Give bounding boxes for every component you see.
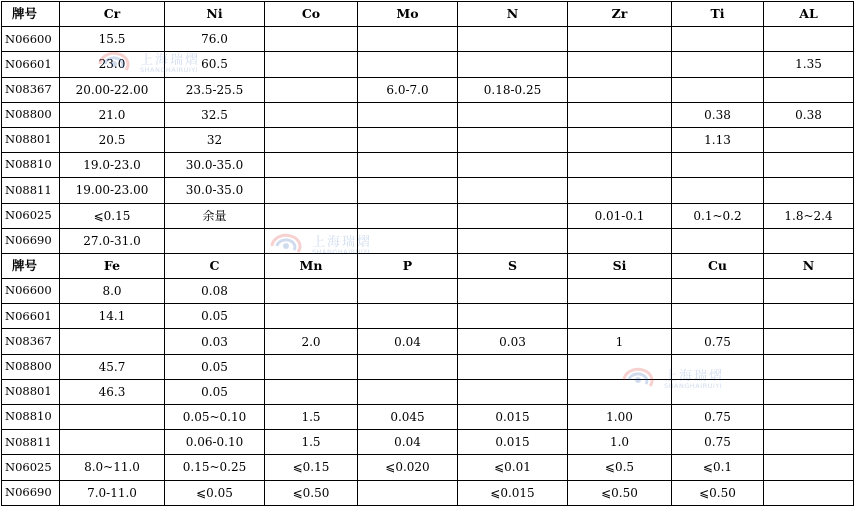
value-cell <box>764 27 854 52</box>
value-cell <box>672 178 764 203</box>
value-cell <box>265 127 358 152</box>
value-cell: 0.01-0.1 <box>568 203 672 228</box>
column-header: C <box>165 253 265 278</box>
value-cell <box>568 127 672 152</box>
column-header: S <box>458 253 568 278</box>
value-cell: 0.015 <box>458 430 568 455</box>
column-header: Mo <box>358 2 458 27</box>
value-cell <box>358 304 458 329</box>
value-cell: 余量 <box>165 203 265 228</box>
value-cell <box>358 354 458 379</box>
grade-cell: N08367 <box>2 77 60 102</box>
value-cell <box>458 127 568 152</box>
table-row <box>2 228 854 253</box>
column-header: N <box>764 253 854 278</box>
value-cell <box>60 405 165 430</box>
value-cell: 30.0-35.0 <box>165 178 265 203</box>
grade-cell: N06025 <box>2 455 60 480</box>
value-cell <box>265 27 358 52</box>
value-cell <box>358 102 458 127</box>
value-cell: ⩽0.015 <box>458 480 568 505</box>
table-row <box>2 102 854 127</box>
watermark-text-cn: 上海瑞熠 <box>140 52 201 68</box>
value-cell <box>265 153 358 178</box>
value-cell: 0.03 <box>458 329 568 354</box>
value-cell <box>265 304 358 329</box>
value-cell: 1.5 <box>265 430 358 455</box>
value-cell <box>568 153 672 178</box>
value-cell <box>764 480 854 505</box>
grade-cell: N06690 <box>2 228 60 253</box>
composition-table <box>1 1 854 506</box>
value-cell <box>764 329 854 354</box>
value-cell <box>568 52 672 77</box>
value-cell: 0.05 <box>165 354 265 379</box>
value-cell <box>458 228 568 253</box>
grade-cell: N08810 <box>2 153 60 178</box>
value-cell: 0.75 <box>672 329 764 354</box>
value-cell: ⩽0.01 <box>458 455 568 480</box>
watermark-text-en: SHANGHAIRUIYI <box>140 66 199 75</box>
value-cell <box>568 354 672 379</box>
value-cell: 20.00-22.00 <box>60 77 165 102</box>
value-cell <box>568 102 672 127</box>
value-cell <box>672 27 764 52</box>
value-cell <box>568 279 672 304</box>
column-header: AL <box>764 2 854 27</box>
value-cell <box>165 228 265 253</box>
value-cell <box>568 379 672 404</box>
watermark-text-cn: 上海瑞熠 <box>664 368 725 384</box>
value-cell: 1 <box>568 329 672 354</box>
value-cell: 19.0-23.0 <box>60 153 165 178</box>
watermark-text-cn: 上海瑞熠 <box>312 234 373 250</box>
value-cell: 1.35 <box>764 52 854 77</box>
value-cell <box>764 354 854 379</box>
header-row <box>2 253 854 278</box>
value-cell <box>568 304 672 329</box>
value-cell <box>358 153 458 178</box>
value-cell <box>672 279 764 304</box>
column-header: 牌号 <box>2 2 60 27</box>
table-row <box>2 304 854 329</box>
grade-cell: N06601 <box>2 304 60 329</box>
value-cell <box>764 379 854 404</box>
column-header: Fe <box>60 253 165 278</box>
value-cell <box>265 77 358 102</box>
grade-cell: N06601 <box>2 52 60 77</box>
value-cell: 0.015 <box>458 405 568 430</box>
table-row <box>2 77 854 102</box>
value-cell: 0.04 <box>358 329 458 354</box>
value-cell: 0.18-0.25 <box>458 77 568 102</box>
value-cell <box>265 102 358 127</box>
value-cell: 0.38 <box>672 102 764 127</box>
value-cell: 0.05 <box>165 379 265 404</box>
table-row <box>2 379 854 404</box>
value-cell <box>358 279 458 304</box>
grade-cell: N08801 <box>2 379 60 404</box>
value-cell: 2.0 <box>265 329 358 354</box>
value-cell <box>568 77 672 102</box>
value-cell: 0.75 <box>672 430 764 455</box>
value-cell <box>60 329 165 354</box>
column-header: Mn <box>265 253 358 278</box>
value-cell <box>458 102 568 127</box>
value-cell: 0.05 <box>165 304 265 329</box>
value-cell: 32.5 <box>165 102 265 127</box>
value-cell: 20.5 <box>60 127 165 152</box>
column-header: P <box>358 253 458 278</box>
value-cell <box>764 178 854 203</box>
value-cell: ⩽0.05 <box>165 480 265 505</box>
value-cell <box>672 52 764 77</box>
value-cell: 0.04 <box>358 430 458 455</box>
value-cell <box>764 228 854 253</box>
value-cell: 23.0 <box>60 52 165 77</box>
grade-cell: N08800 <box>2 354 60 379</box>
value-cell: 6.0-7.0 <box>358 77 458 102</box>
value-cell <box>672 77 764 102</box>
table-row <box>2 455 854 480</box>
value-cell <box>764 153 854 178</box>
value-cell: ⩽0.50 <box>265 480 358 505</box>
grade-cell: N08801 <box>2 127 60 152</box>
column-header: Ti <box>672 2 764 27</box>
value-cell <box>672 379 764 404</box>
grade-cell: N08811 <box>2 178 60 203</box>
grade-cell: N08810 <box>2 405 60 430</box>
value-cell <box>358 127 458 152</box>
grade-cell: N06690 <box>2 480 60 505</box>
value-cell: ⩽0.020 <box>358 455 458 480</box>
value-cell: 14.1 <box>60 304 165 329</box>
value-cell <box>265 228 358 253</box>
value-cell <box>265 178 358 203</box>
table-row <box>2 405 854 430</box>
grade-cell: N08367 <box>2 329 60 354</box>
value-cell <box>568 27 672 52</box>
watermark-text-en: SHANGHAIRUIYI <box>312 248 371 257</box>
value-cell: 60.5 <box>165 52 265 77</box>
value-cell: 76.0 <box>165 27 265 52</box>
value-cell <box>672 304 764 329</box>
value-cell <box>568 178 672 203</box>
value-cell <box>764 430 854 455</box>
column-header: Co <box>265 2 358 27</box>
value-cell <box>458 178 568 203</box>
grade-cell: N06600 <box>2 27 60 52</box>
value-cell: 8.0 <box>60 279 165 304</box>
value-cell: ⩽0.15 <box>60 203 165 228</box>
column-header: Cr <box>60 2 165 27</box>
table-row <box>2 153 854 178</box>
watermark-text-en: SHANGHAIRUIYI <box>664 382 723 391</box>
value-cell: 0.03 <box>165 329 265 354</box>
value-cell <box>458 203 568 228</box>
value-cell: 1.0 <box>568 430 672 455</box>
value-cell <box>265 279 358 304</box>
value-cell: 0.1~0.2 <box>672 203 764 228</box>
value-cell <box>764 405 854 430</box>
value-cell <box>672 228 764 253</box>
value-cell: 0.15~0.25 <box>165 455 265 480</box>
value-cell: 0.06-0.10 <box>165 430 265 455</box>
value-cell <box>358 203 458 228</box>
table-row <box>2 430 854 455</box>
value-cell: 0.08 <box>165 279 265 304</box>
value-cell <box>458 279 568 304</box>
value-cell: 21.0 <box>60 102 165 127</box>
value-cell: 19.00-23.00 <box>60 178 165 203</box>
value-cell: ⩽0.1 <box>672 455 764 480</box>
value-cell <box>458 304 568 329</box>
column-header: Cu <box>672 253 764 278</box>
value-cell <box>458 52 568 77</box>
table-row <box>2 279 854 304</box>
column-header: Zr <box>568 2 672 27</box>
value-cell: ⩽0.5 <box>568 455 672 480</box>
table-row <box>2 203 854 228</box>
value-cell: 1.5 <box>265 405 358 430</box>
grade-cell: N08800 <box>2 102 60 127</box>
table-row <box>2 27 854 52</box>
value-cell: 1.00 <box>568 405 672 430</box>
column-header: 牌号 <box>2 253 60 278</box>
value-cell <box>265 203 358 228</box>
value-cell: 15.5 <box>60 27 165 52</box>
value-cell: 0.045 <box>358 405 458 430</box>
table-row <box>2 52 854 77</box>
value-cell <box>60 430 165 455</box>
column-header: Si <box>568 253 672 278</box>
value-cell: ⩽0.15 <box>265 455 358 480</box>
value-cell: 27.0-31.0 <box>60 228 165 253</box>
value-cell <box>458 153 568 178</box>
value-cell <box>358 52 458 77</box>
value-cell <box>458 379 568 404</box>
grade-cell: N06600 <box>2 279 60 304</box>
table-row <box>2 480 854 505</box>
value-cell <box>265 379 358 404</box>
value-cell: 0.38 <box>764 102 854 127</box>
value-cell: 1.8~2.4 <box>764 203 854 228</box>
value-cell: ⩽0.50 <box>672 480 764 505</box>
column-header: Ni <box>165 2 265 27</box>
value-cell: 8.0~11.0 <box>60 455 165 480</box>
value-cell: 0.75 <box>672 405 764 430</box>
value-cell <box>764 127 854 152</box>
value-cell <box>358 178 458 203</box>
value-cell <box>358 228 458 253</box>
value-cell <box>568 228 672 253</box>
value-cell <box>764 455 854 480</box>
table-row <box>2 329 854 354</box>
value-cell <box>458 27 568 52</box>
value-cell <box>764 77 854 102</box>
value-cell <box>672 354 764 379</box>
grade-cell: N06025 <box>2 203 60 228</box>
value-cell: 45.7 <box>60 354 165 379</box>
grade-cell: N08811 <box>2 430 60 455</box>
value-cell: ⩽0.50 <box>568 480 672 505</box>
value-cell <box>265 52 358 77</box>
value-cell <box>358 27 458 52</box>
value-cell: 1.13 <box>672 127 764 152</box>
header-row <box>2 2 854 27</box>
value-cell <box>764 279 854 304</box>
table-row <box>2 127 854 152</box>
value-cell <box>458 354 568 379</box>
value-cell: 7.0-11.0 <box>60 480 165 505</box>
table-row <box>2 178 854 203</box>
value-cell: 0.05~0.10 <box>165 405 265 430</box>
value-cell: 32 <box>165 127 265 152</box>
column-header: N <box>458 2 568 27</box>
value-cell <box>672 153 764 178</box>
value-cell <box>764 304 854 329</box>
value-cell <box>265 354 358 379</box>
value-cell: 46.3 <box>60 379 165 404</box>
table-row <box>2 354 854 379</box>
value-cell <box>358 379 458 404</box>
value-cell <box>358 480 458 505</box>
value-cell: 23.5-25.5 <box>165 77 265 102</box>
value-cell: 30.0-35.0 <box>165 153 265 178</box>
